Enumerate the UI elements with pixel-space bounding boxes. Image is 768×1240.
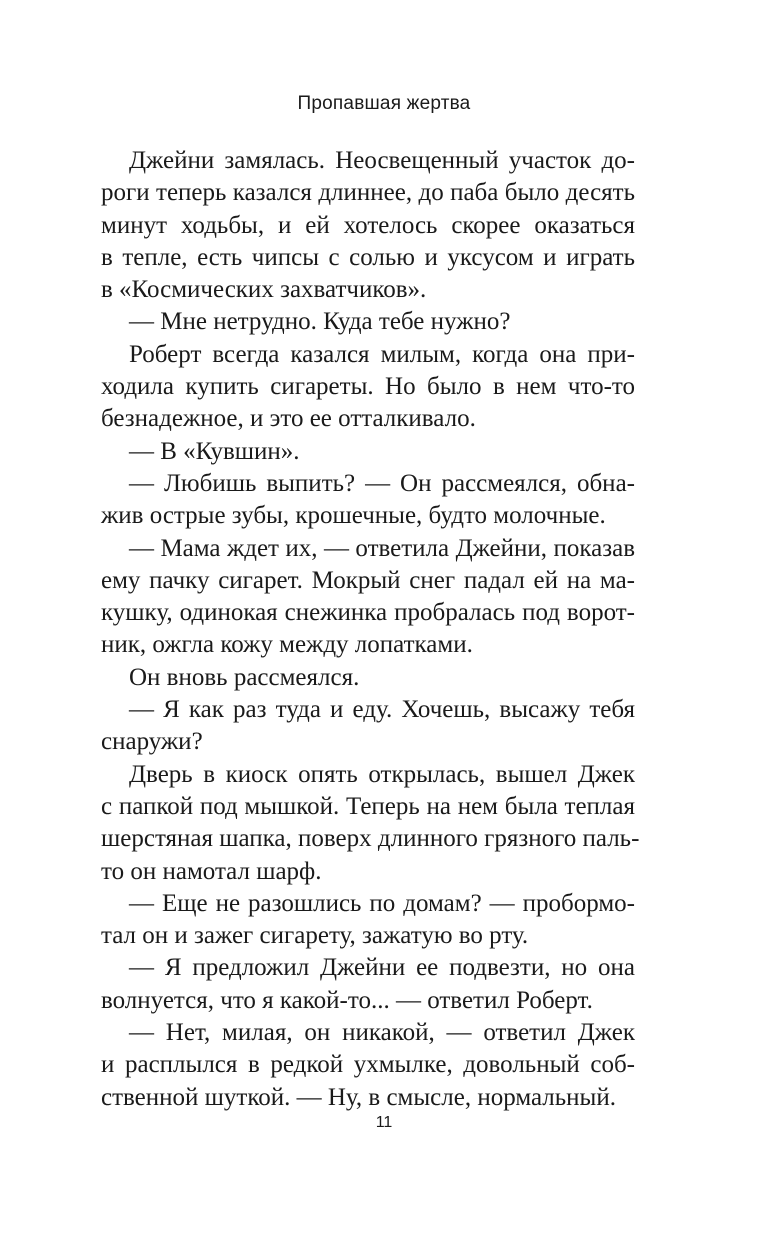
text-line: Джейни замялась. Неосвещенный участок до- (129, 147, 635, 174)
text-line: — Нет, милая, он никакой, — ответил Джек (129, 1019, 635, 1047)
text-line: — Мне нетрудно. Куда тебе нужно? (129, 308, 511, 336)
text-line: ему пачку сигарет. Мокрый снег падал ей на ма- (101, 566, 635, 594)
text-line: — Еще не разошлись по домам? — пробормо- (129, 889, 635, 917)
text-line: с папкой под мышкой. Теперь на нем была теплая (101, 792, 635, 820)
text-line: ственной шуткой. — Ну, в смысле, нормальный. (101, 1083, 616, 1111)
text-line: то он намотал шарф. (101, 857, 322, 885)
text-line: шерстяная шапка, поверх длинного грязного паль- (101, 825, 640, 853)
text-line: Роберт всегда казался милым, когда она при- (129, 340, 635, 368)
text-line: — Я как раз туда и еду. Хочешь, высажу тебя (129, 696, 635, 724)
text-line: кушку, одинокая снежинка пробралась под ворот- (101, 599, 635, 627)
text-line: в тепле, есть чипсы с солью и уксусом и играть (101, 243, 635, 271)
text-line: минут ходьбы, и ей хотелось скорее оказаться (101, 211, 635, 239)
text-line: безнадежное, и это ее отталкивало. (101, 405, 476, 433)
text-line: ник, ожгла кожу между лопатками. (101, 631, 473, 659)
text-line: — Мама ждет их, — ответила Джейни, показав (129, 534, 635, 562)
text-line: — Я предложил Джейни ее подвезти, но она (129, 954, 635, 982)
text-line: ходила купить сигареты. Но было в нем что-то (101, 373, 635, 401)
page-number: 11 (375, 1114, 393, 1131)
text-line: снаружи? (101, 728, 203, 756)
text-line: волнуется, что я какой-то... — ответил Роберт. (101, 986, 593, 1014)
text-line: и расплылся в редкой ухмылке, довольный соб- (101, 1051, 635, 1079)
text-line: Дверь в киоск опять открылась, вышел Джек (129, 760, 635, 788)
running-head: Пропавшая жертва (297, 93, 471, 114)
text-line: Он вновь рассмеялся. (129, 663, 360, 691)
text-line: — Любишь выпить? — Он рассмеялся, обна- (129, 469, 635, 497)
text-line: жив острые зубы, крошечные, будто молочные. (101, 502, 606, 530)
text-line: роги теперь казался длиннее, до паба было десять (101, 179, 635, 207)
text-line: тал он и зажег сигарету, зажатую во рту. (101, 922, 529, 950)
body-text (101, 145, 640, 1114)
text-line: в «Космических захватчиков». (101, 276, 427, 304)
text-line: — В «Кувшин». (129, 437, 300, 465)
